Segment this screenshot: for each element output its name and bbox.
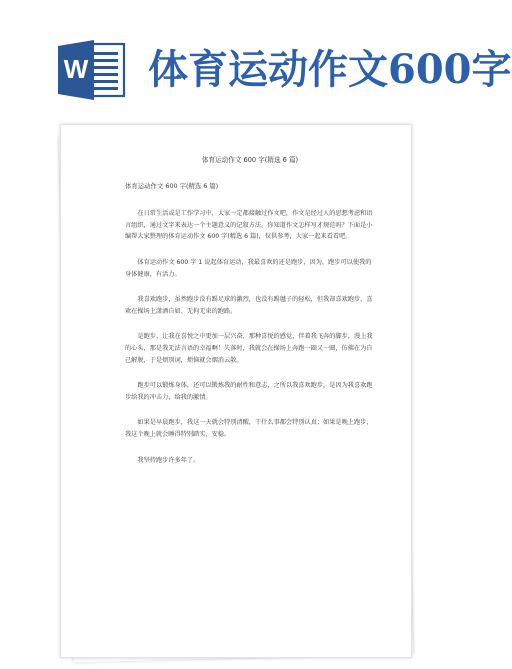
document-title: 体育运动作文 600 字(精选 6 篇) bbox=[201, 156, 299, 164]
paragraph: 体育运动作文 600 字 1 说起体育运动，我最喜欢的还是跑步，因为，跑步可以使我的身体健康，有活力。 bbox=[125, 258, 372, 278]
paragraph: 如果是早晨跑步，我这一天就会特别清醒，干什么事都会特别认真；如果是晚上跑步，我这个晚上就会睡得特别踏实，安稳。 bbox=[125, 419, 373, 438]
document-subtitle: 体育运动作文 600 字(精选 6 篇) bbox=[125, 181, 219, 190]
document-preview bbox=[56, 124, 418, 664]
paragraph: 是跑步，让我在喜悦之中更加一层兴奋，那种喜悦的感觉，伴着我飞奔的脚步，漫上我的心头，那是我无法言语的幸福啊！失落时，我就会在操场上奔跑一圈又一圈，仿佛在为自己解脱，于是烦别词，烦恼就会烟消云散。 bbox=[125, 333, 373, 364]
paragraph: 在日常生活或是工作学习中，大家一定都接触过作文吧，作文是经过人的思想考虑和语言组织，通过文字来表达一个主题意义的记叙方法。你知道作文怎样写才规范吗？下面是小编帮大家整理的体育运动作文 600 字(精选 6 篇)，仅供参考，大家一起来看看吧。 bbox=[125, 210, 373, 241]
word-logo-letter: W bbox=[63, 54, 89, 84]
word-document-icon bbox=[58, 38, 126, 102]
banner-title: 体育运动作文600字 bbox=[148, 46, 512, 93]
document-body bbox=[125, 155, 375, 480]
paragraph: 我坚持跑步许多年了。 bbox=[137, 456, 200, 464]
paragraph: 跑步可以锻炼身体，还可以锻炼我的耐性和意志，之所以我喜欢跑步，是因为我喜欢跑步给我的冲击力，给我的激情。 bbox=[125, 382, 373, 401]
paragraph: 我喜欢跑步，虽然跑步没有踢足球的激烈，也没有踢毽子的轻松，但我却喜欢跑步，喜欢在操场上潇洒自如、无拘无束的跑路。 bbox=[125, 296, 373, 315]
front-page bbox=[60, 124, 412, 658]
header-banner bbox=[0, 0, 512, 112]
